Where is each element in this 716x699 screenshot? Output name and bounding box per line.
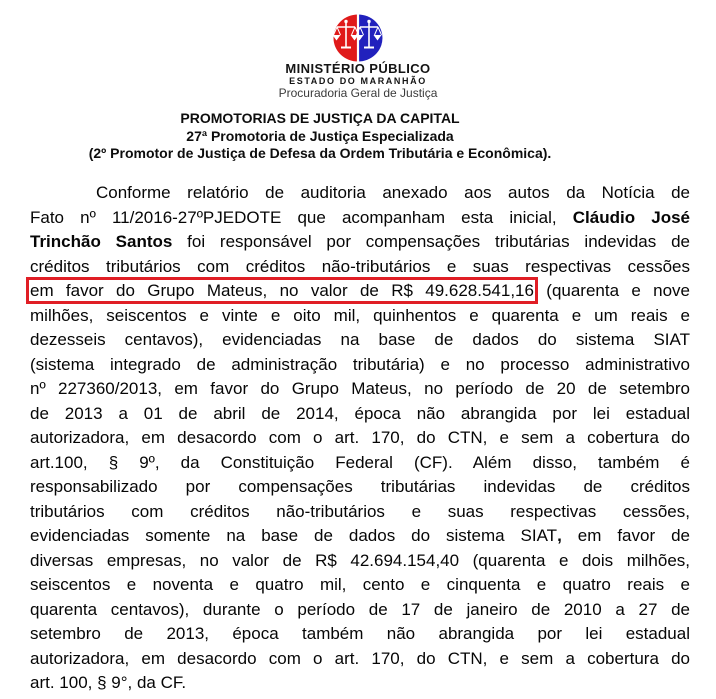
body-text-segment: seiscentos e noventa e quatro mil, cento e cinquenta e quatro reais e xyxy=(30,575,690,594)
body-line xyxy=(30,426,690,451)
body-line xyxy=(30,328,690,353)
body-line xyxy=(30,475,690,500)
logo-block xyxy=(0,13,716,100)
body-line xyxy=(30,181,690,206)
body-text-segment: art.100, § 9º, da Constituição Federal (CF). Além disso, também é xyxy=(30,452,690,472)
body-line xyxy=(30,622,690,647)
body-text-segment: créditos tributários com créditos não-tributários e suas respectivas cessões xyxy=(30,256,690,276)
body-line xyxy=(30,230,690,255)
body-text-segment: quarenta centavos), durante o período de 17 de janeiro de 2010 a 27 de xyxy=(30,599,690,619)
body-line xyxy=(30,279,690,304)
body-text-segment: autorizadora, em desacordo com o art. 170, do CTN, e sem a cobertura do xyxy=(30,428,690,447)
body-text-segment: evidenciadas somente na base de dados do sistema SIAT xyxy=(30,526,558,545)
body-text-segment: dezesseis centavos), evidenciadas na base de dados do sistema SIAT xyxy=(30,330,690,349)
heading-line-2: 27ª Promotoria de Justiça Especializada xyxy=(186,127,454,144)
body-text-segment: foi responsável por compensações tributárias indevidas de xyxy=(172,232,690,251)
body-text-segment: diversas empresas, no valor de R$ 42.694.154,40 (quarenta e dois milhões, xyxy=(30,550,690,570)
logo-org-name: MINISTÉRIO PÚBLICO xyxy=(285,61,431,76)
body-line xyxy=(30,304,690,329)
body-line xyxy=(30,377,690,402)
body-line xyxy=(30,524,690,549)
heading-line-3: (2º Promotor de Justiça de Defesa da Ordem Tributária e Econômica). xyxy=(88,145,552,161)
body-line xyxy=(30,206,690,231)
body-text-segment: , xyxy=(557,526,562,545)
body-text-segment: Trinchão Santos xyxy=(30,232,173,251)
document-heading xyxy=(0,110,678,163)
body-text-segment: de 2013 a 01 de abril de 2014, época não abrangida por lei estadual xyxy=(30,403,690,423)
body-line xyxy=(30,549,690,574)
body-text-segment: art. 100, § 9°, da CF. xyxy=(30,673,187,692)
body-text-segment: responsabilizado por compensações tributárias indevidas de créditos xyxy=(30,477,690,496)
body-text-segment: milhões, seiscentos e vinte e oito mil, quinhentos e quarenta e um reais e xyxy=(30,305,690,325)
body-line xyxy=(30,402,690,427)
body-text-segment: tributários com créditos não-tributários e suas respectivas cessões, xyxy=(30,501,690,521)
body-line xyxy=(30,598,690,623)
body-text-segment: (sistema integrado de administração tributária) e no processo administrativo xyxy=(30,354,690,374)
body-text-segment: Fato nº 11/2016-27ºPJEDOTE que acompanham esta inicial, xyxy=(30,207,573,227)
heading-line-1: PROMOTORIAS DE JUSTIÇA DA CAPITAL xyxy=(180,110,460,126)
body-text-segment: em favor de xyxy=(561,526,690,545)
document-body xyxy=(30,181,690,696)
body-line xyxy=(30,353,690,378)
body-line xyxy=(30,255,690,280)
logo-org-subtitle: ESTADO DO MARANHÃO xyxy=(289,76,427,86)
body-line xyxy=(30,451,690,476)
logo-org-department: Procuradoria Geral de Justiça xyxy=(278,86,438,100)
body-line xyxy=(30,500,690,525)
body-line xyxy=(30,671,690,696)
red-highlight-box: em favor do Grupo Mateus, no valor de R$ 49.628.541,16 xyxy=(30,281,534,300)
body-text-segment: Cláudio José xyxy=(572,207,690,227)
body-text-segment: (quarenta e nove xyxy=(533,281,690,300)
body-text-segment: setembro de 2013, época também não abrangida por lei estadual xyxy=(30,624,690,643)
body-text-segment: Conforme relatório de auditoria anexado aos autos da Notícia de xyxy=(96,183,690,202)
mpma-scales-logo-icon xyxy=(303,13,413,64)
body-text-segment: autorizadora, em desacordo com o art. 170, do CTN, e sem a cobertura do xyxy=(30,648,690,668)
body-line xyxy=(30,573,690,598)
body-text-segment: nº 227360/2013, em favor do Grupo Mateus, no período de 20 de setembro xyxy=(30,379,690,398)
body-line xyxy=(30,647,690,672)
